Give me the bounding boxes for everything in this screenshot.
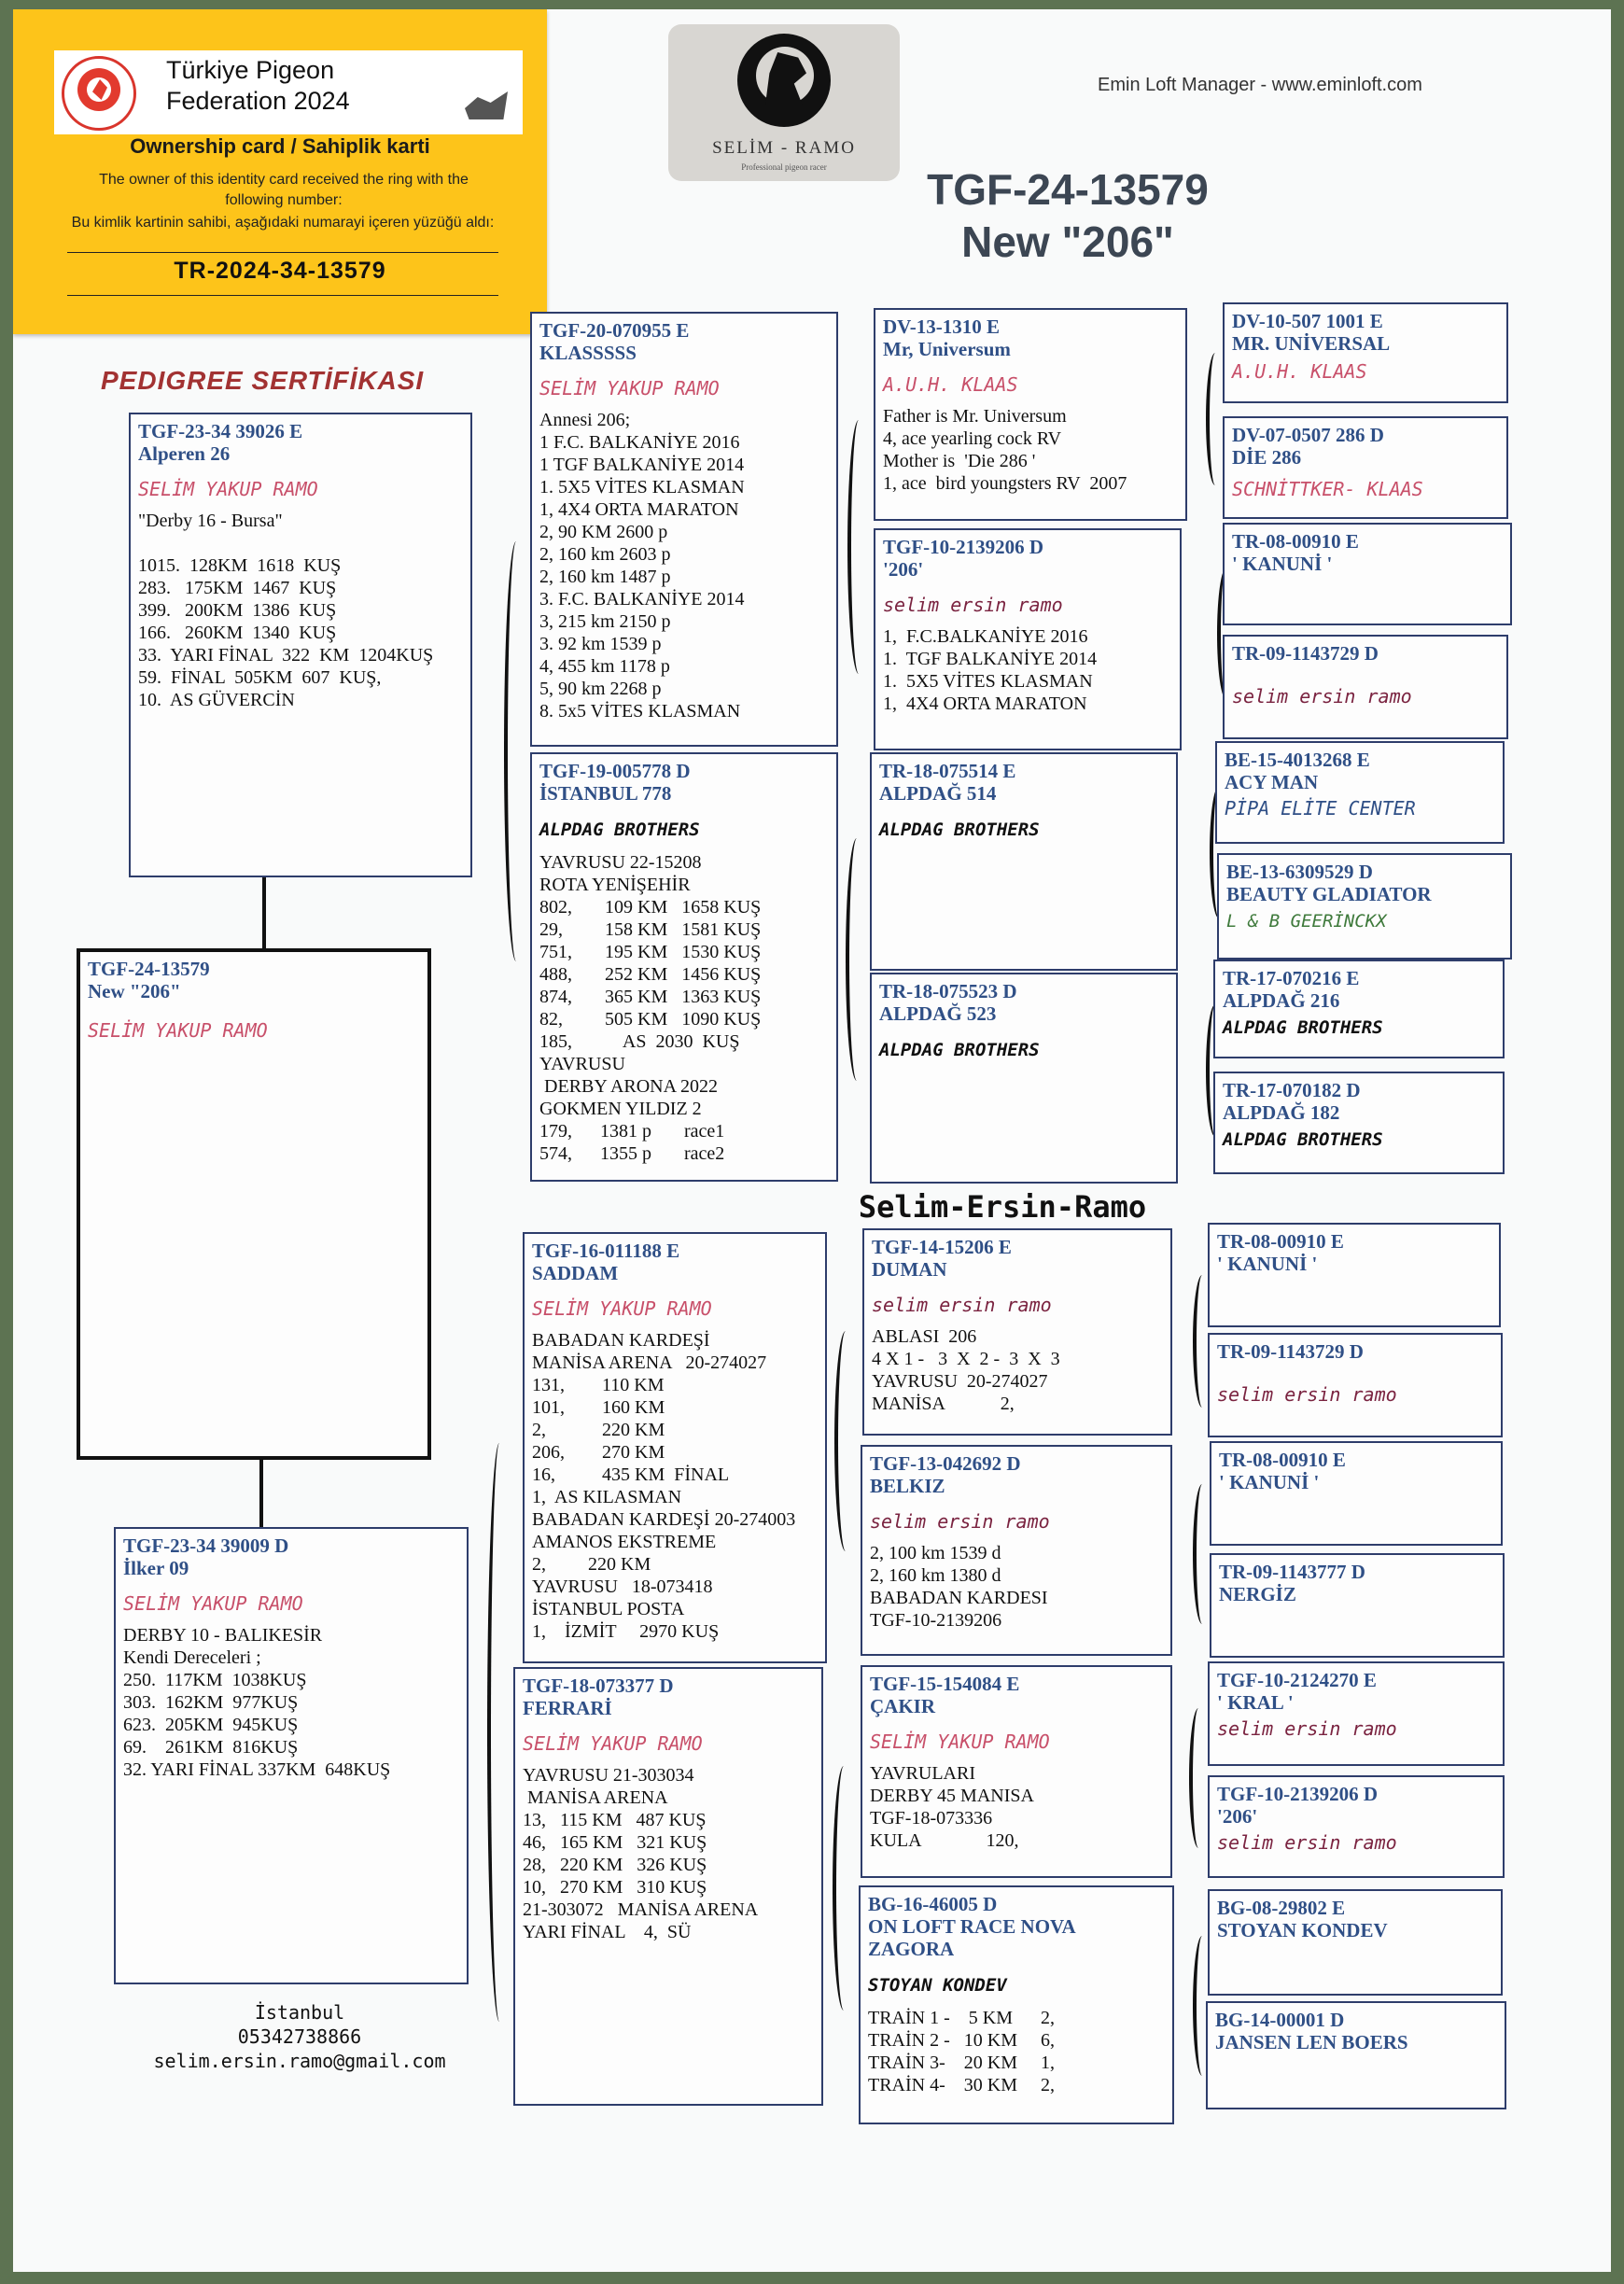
- gen3-card: [870, 752, 1178, 971]
- dam-name: İlker 09: [123, 1557, 189, 1579]
- gen4-card: [1206, 2001, 1506, 2109]
- gen4-card: [1223, 302, 1508, 403]
- gen4-card: [1213, 1072, 1505, 1174]
- dam-breeder: SELİM YAKUP RAMO: [123, 1592, 303, 1615]
- gen3-name: BELKIZ: [870, 1475, 945, 1497]
- gen3-ring: TGF-14-15206 E: [872, 1236, 1012, 1258]
- bracket-gen4: [1206, 353, 1225, 485]
- gen4-name: ALPDAĞ 216: [1223, 989, 1340, 1012]
- gen2-name: İSTANBUL 778: [539, 782, 672, 805]
- gen4-card: [1208, 1775, 1505, 1878]
- gen4-card: [1217, 853, 1512, 960]
- bracket-gen3: [847, 420, 870, 674]
- gen2-notes: YAVRUSU 22-15208 ROTA YENİŞEHİR 802, 109 KM 1658 KUŞ 29, 158 KM 1581 KUŞ 751, 195 KM 1530 KUŞ 488, 252 KM 1456 KUŞ 874, 365 KM 1363 KUŞ 82, 505 KM 1090 KUŞ 185, AS 2030 KUŞ YAVRUSU DERBY ARONA 2022 GOKMEN YILDIZ 2 179, 1381 p race1 574, 1355 p race2: [539, 852, 762, 1164]
- federation-name-line2: Federation 2024: [166, 87, 350, 115]
- gen3-breeder: selim ersin ramo: [870, 1510, 1050, 1533]
- gen3-ring: BG-16-46005 D: [868, 1893, 998, 1915]
- gen3-card: [874, 308, 1187, 521]
- bracket-gen3: [834, 1331, 857, 1551]
- footer-city: İstanbul: [254, 2001, 345, 2024]
- gen4-name: ALPDAĞ 182: [1223, 1101, 1340, 1124]
- gen2-ring: TGF-19-005778 D: [539, 760, 691, 782]
- gen4-ring: BG-14-00001 D: [1215, 2009, 1345, 2031]
- gen4-breeder: A.U.H. KLAAS: [1232, 360, 1367, 383]
- header-ring: TGF-24-13579: [927, 165, 1209, 214]
- gen3-card: [874, 528, 1182, 750]
- gen4-breeder: L & B GEERİNCKX: [1226, 911, 1387, 932]
- gen3-notes: Father is Mr. Universum 4, ace yearling cock RV Mother is 'Die 286 ' 1, ace bird youngsters RV 2007: [883, 406, 1127, 494]
- gen4-name: ' KRAL ': [1217, 1691, 1294, 1714]
- gen4-ring: TGF-10-2124270 E: [1217, 1669, 1377, 1691]
- gen4-name: JANSEN LEN BOERS: [1215, 2031, 1408, 2053]
- software-credit: Emin Loft Manager - www.eminloft.com: [1098, 75, 1422, 95]
- gen4-ring: BE-15-4013268 E: [1225, 749, 1370, 771]
- footer-phone: 05342738866: [237, 2025, 362, 2048]
- gen3-breeder: selim ersin ramo: [872, 1294, 1052, 1316]
- gen4-ring: TR-17-070216 E: [1223, 967, 1360, 989]
- gen4-name: ' KANUNİ ': [1232, 553, 1333, 575]
- gen2-notes: Annesi 206; 1 F.C. BALKANİYE 2016 1 TGF BALKANİYE 2014 1. 5X5 VİTES KLASMAN 1, 4X4 ORTA MARATON 2, 90 KM 2600 p 2, 160 km 2603 p 2, 160 km 1487 p 3. F.C. BALKANİYE 2014 3, 215 km 2150 p 3. 92 km 1539 p 4, 455 km 1178 p 5, 90 km 2268 p 8. 5x5 VİTES KLASMAN: [539, 410, 745, 722]
- bracket-gen4: [1193, 1484, 1211, 1624]
- gen2-breeder: SELİM YAKUP RAMO: [532, 1297, 712, 1320]
- card-title: Ownership card / Sahiplik karti: [130, 134, 430, 158]
- gen4-breeder: PİPA ELİTE CENTER: [1225, 797, 1416, 820]
- certificate-title: PEDIGREE SERTİFİKASI: [101, 366, 425, 395]
- sire-notes: "Derby 16 - Bursa" 1015. 128KM 1618 KUŞ 283. 175KM 1467 KUŞ 399. 200KM 1386 KUŞ 166. 260KM 1340 KUŞ 33. YARI FİNAL 322 KM 1204KUŞ 59. FİNAL 505KM 607 KUŞ, 10. AS GÜVERCİN: [138, 511, 434, 710]
- gen4-card: [1223, 523, 1512, 625]
- gen3-notes: YAVRULARI DERBY 45 MANISA TGF-18-073336 KULA 120,: [870, 1763, 1034, 1851]
- gen4-name: STOYAN KONDEV: [1217, 1919, 1388, 1941]
- bracket-gen3: [846, 838, 868, 1081]
- gen3-name: Mr, Universum: [883, 338, 1011, 360]
- gen2-ring: TGF-16-011188 E: [532, 1240, 680, 1262]
- gen4-name: NERGİZ: [1219, 1583, 1296, 1605]
- gen4-ring: TR-09-1143729 D: [1232, 642, 1379, 665]
- gen2-breeder: SELİM YAKUP RAMO: [523, 1732, 703, 1755]
- gen3-card: [870, 973, 1178, 1184]
- loft-logo: [668, 24, 900, 181]
- gen3-name: '206': [883, 558, 924, 581]
- bracket-dam: [487, 1443, 511, 2022]
- card-text-tr: Bu kimlik kartinin sahibi, aşağıdaki numarayi içeren yüzüğü aldı:: [71, 215, 495, 231]
- gen4-breeder: selim ersin ramo: [1217, 1383, 1397, 1406]
- sire-ring: TGF-23-34 39026 E: [138, 420, 303, 442]
- gen4-ring: TR-08-00910 E: [1219, 1449, 1346, 1471]
- logo-subtext: Professional pigeon racer: [741, 162, 827, 172]
- gen3-breeder: ALPDAG BROTHERS: [879, 1040, 1040, 1060]
- gen4-name: MR. UNİVERSAL: [1232, 332, 1391, 355]
- gen2-breeder: SELİM YAKUP RAMO: [539, 377, 720, 399]
- gen2-name: FERRARİ: [523, 1697, 612, 1719]
- gen3-ring: TGF-13-042692 D: [870, 1452, 1021, 1475]
- gen4-ring: TR-09-1143777 D: [1219, 1561, 1365, 1583]
- connector-sire: [262, 872, 266, 954]
- gen4-name: ' KANUNİ ': [1219, 1471, 1320, 1493]
- gen3-card: [861, 1665, 1172, 1878]
- gen4-card: [1223, 416, 1508, 519]
- gen2-ring: TGF-18-073377 D: [523, 1674, 674, 1697]
- gen4-ring: TR-08-00910 E: [1217, 1230, 1344, 1253]
- gen2-card: [530, 752, 838, 1182]
- gen2-name: KLASSSSS: [539, 342, 637, 364]
- subject-name: New "206": [88, 980, 181, 1002]
- gen3-name: ALPDAĞ 514: [879, 782, 997, 805]
- gen2-notes: YAVRUSU 21-303034 MANİSA ARENA 13, 115 KM 487 KUŞ 46, 165 KM 321 KUŞ 28, 220 KM 326 KUŞ 10, 270 KM 310 KUŞ 21-303072 MANİSA ARENA YARI FİNAL 4, SÜ: [523, 1765, 759, 1942]
- gen2-notes: BABADAN KARDEŞİ MANİSA ARENA 20-274027 131, 110 KM 101, 160 KM 2, 220 KM 206, 270 KM 16, 435 KM FİNAL 1, AS KILASMAN BABADAN KARDEŞİ 20-274003 AMANOS EKSTREME 2, 220 KM YAVRUSU 18-073418 İSTANBUL POSTA 1, İZMİT 2970 KUŞ: [532, 1330, 796, 1642]
- subject-breeder: SELİM YAKUP RAMO: [88, 1019, 268, 1042]
- gen4-breeder: ALPDAG BROTHERS: [1223, 1017, 1383, 1038]
- gen2-card: [523, 1232, 827, 1663]
- gen4-card: [1210, 1553, 1505, 1658]
- gen4-ring: TR-17-070182 D: [1223, 1079, 1361, 1101]
- gen3-name: ÇAKIR: [870, 1695, 936, 1717]
- federation-logo: [62, 56, 136, 131]
- gen3-breeder: SELİM YAKUP RAMO: [870, 1731, 1050, 1753]
- gen4-name: ' KANUNİ ': [1217, 1253, 1318, 1275]
- gen3-card: [859, 1885, 1174, 2124]
- gen4-card: [1208, 1333, 1503, 1437]
- subject-card: [77, 948, 431, 1460]
- gen4-card: [1208, 1661, 1505, 1766]
- gen2-card: [513, 1667, 823, 2106]
- gen4-card: [1210, 1441, 1503, 1546]
- header-name: New "206": [961, 217, 1174, 266]
- card-ring-number: TR-2024-34-13579: [174, 258, 386, 284]
- card-text-en: The owner of this identity card received the ring with the following number:: [99, 172, 469, 208]
- gen4-card: [1213, 960, 1505, 1058]
- gen3-ring: TR-18-075523 D: [879, 980, 1017, 1002]
- dam-card: [114, 1527, 469, 1984]
- gen4-breeder: ALPDAG BROTHERS: [1223, 1129, 1383, 1150]
- gen4-card: [1215, 741, 1505, 844]
- bracket-gen4: [1189, 1708, 1208, 1848]
- gen4-ring: TR-08-00910 E: [1232, 530, 1359, 553]
- footer-email[interactable]: selim.ersin.ramo@gmail.com: [153, 2050, 446, 2072]
- gen3-breeder: selim ersin ramo: [883, 594, 1063, 616]
- pedigree-sheet: [13, 9, 1611, 2272]
- gen4-ring: BG-08-29802 E: [1217, 1897, 1346, 1919]
- gen4-name: BEAUTY GLADIATOR: [1226, 883, 1432, 905]
- center-label: Selim-Ersin-Ramo: [858, 1189, 1147, 1225]
- gen3-breeder: A.U.H. KLAAS: [883, 373, 1018, 396]
- gen4-ring: DV-07-0507 286 D: [1232, 424, 1384, 446]
- gen3-notes: TRAİN 1 - 5 KM 2, TRAİN 2 - 10 KM 6, TRAİN 3- 20 KM 1, TRAİN 4- 30 KM 2,: [868, 2008, 1055, 2095]
- bracket-sire: [504, 541, 528, 961]
- dam-ring: TGF-23-34 39009 D: [123, 1534, 289, 1557]
- gen3-notes: ABLASI 206 4 X 1 - 3 X 2 - 3 X 3 YAVRUSU 20-274027 MANİSA 2,: [872, 1326, 1060, 1414]
- gen4-card: [1208, 1223, 1501, 1327]
- gen4-name: '206': [1217, 1805, 1258, 1828]
- subject-ring: TGF-24-13579: [88, 958, 210, 980]
- gen3-ring: TGF-15-154084 E: [870, 1673, 1020, 1695]
- gen4-card: [1208, 1889, 1503, 1996]
- card-divider: [67, 252, 498, 253]
- gen2-breeder: ALPDAG BROTHERS: [539, 820, 700, 840]
- sire-name: Alperen 26: [138, 442, 231, 465]
- federation-name: Türkiye Pigeon: [166, 56, 335, 84]
- gen2-name: SADDAM: [532, 1262, 619, 1284]
- connector-dam: [259, 1449, 263, 1534]
- gen3-card: [862, 1228, 1172, 1436]
- gen4-ring: DV-10-507 1001 E: [1232, 310, 1383, 332]
- gen4-breeder: SCHNİTTKER- KLAAS: [1232, 478, 1423, 500]
- gen3-name: ON LOFT RACE NOVA ZAGORA: [868, 1915, 1075, 1960]
- gen3-breeder: STOYAN KONDEV: [868, 1975, 1007, 1996]
- gen3-ring: DV-13-1310 E: [883, 315, 1001, 338]
- bracket-gen3: [833, 1766, 855, 2011]
- gen3-notes: 1, F.C.BALKANİYE 2016 1. TGF BALKANİYE 2014 1. 5X5 VİTES KLASMAN 1, 4X4 ORTA MARATON: [883, 626, 1098, 714]
- gen4-breeder: selim ersin ramo: [1217, 1717, 1397, 1740]
- gen4-ring: BE-13-6309529 D: [1226, 861, 1373, 883]
- logo-text: SELİM - RAMO: [712, 138, 856, 158]
- gen3-breeder: ALPDAG BROTHERS: [879, 820, 1040, 840]
- ownership-card: [13, 9, 547, 334]
- gen4-name: ACY MAN: [1225, 771, 1319, 793]
- gen2-card: [530, 312, 838, 747]
- gen4-breeder: selim ersin ramo: [1217, 1831, 1397, 1854]
- gen3-ring: TR-18-075514 E: [879, 760, 1016, 782]
- gen4-breeder: selim ersin ramo: [1232, 685, 1412, 708]
- gen3-name: DUMAN: [872, 1258, 947, 1281]
- card-divider-2: [67, 295, 498, 296]
- gen3-name: ALPDAĞ 523: [879, 1002, 997, 1025]
- gen4-ring: TGF-10-2139206 D: [1217, 1783, 1379, 1805]
- dam-notes: DERBY 10 - BALIKESİR Kendi Dereceleri ; 250. 117KM 1038KUŞ 303. 162KM 977KUŞ 623. 205KM 945KUŞ 69. 261KM 816KUŞ 32. YARI FİNAL 337KM 648KUŞ: [123, 1625, 391, 1780]
- gen3-card: [861, 1445, 1172, 1656]
- gen2-ring: TGF-20-070955 E: [539, 319, 690, 342]
- sire-card: [129, 413, 472, 877]
- gen4-card: [1223, 635, 1508, 739]
- gen4-name: DİE 286: [1232, 446, 1302, 469]
- gen3-ring: TGF-10-2139206 D: [883, 536, 1044, 558]
- gen3-notes: 2, 100 km 1539 d 2, 160 km 1380 d BABADAN KARDESI TGF-10-2139206: [870, 1543, 1048, 1631]
- sire-breeder: SELİM YAKUP RAMO: [138, 478, 318, 500]
- gen4-ring: TR-09-1143729 D: [1217, 1340, 1364, 1363]
